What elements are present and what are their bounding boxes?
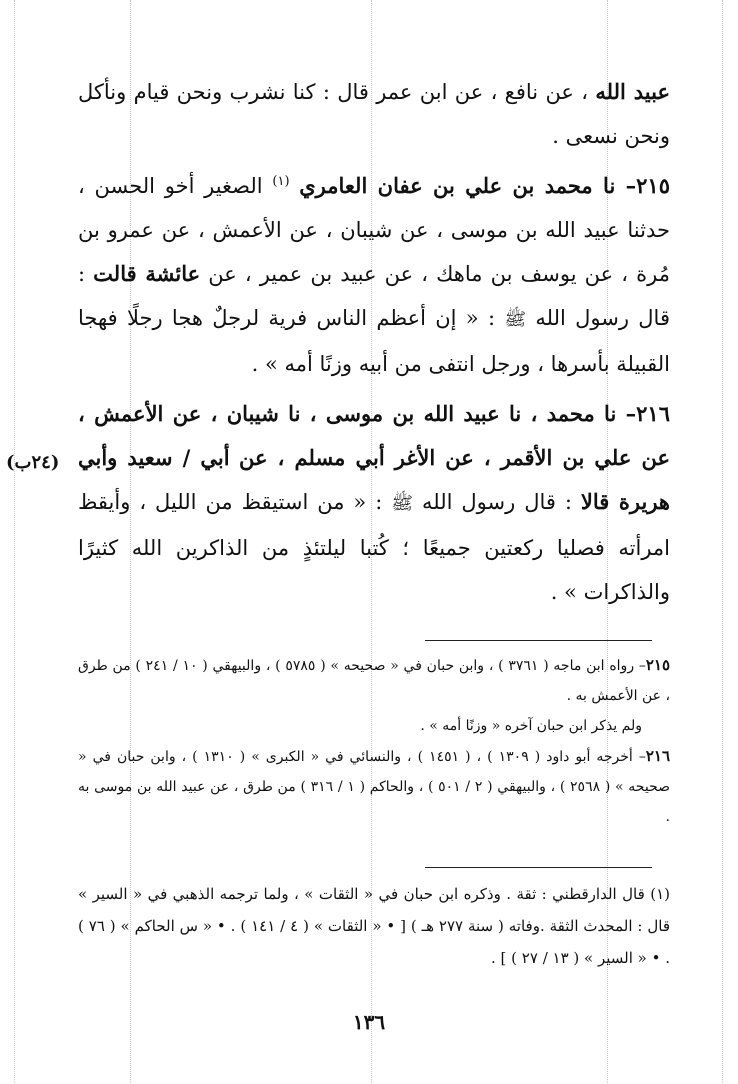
- footnote-1: [78, 878, 670, 974]
- note-215: [78, 650, 670, 711]
- hadith-215: [78, 164, 670, 386]
- narrator-name: عبيد الله: [595, 79, 670, 104]
- hadith-216: [78, 392, 670, 614]
- isnad-text: الصغير أخو الحسن ، حدثنا عبيد الله بن موسى ، عن شيبان ، عن الأعمش ، عن عمرو بن مُرة ، عن يوسف بن ماهك ، عن عبيد بن عمير ، عن: [78, 174, 670, 286]
- narrator-name: عائشة قالت: [93, 261, 201, 286]
- footnote-text: قال الدارقطني : ثقة . وذكره ابن حبان في « الثقات » ، ولما ترجمه الذهبي في « السير » قال : المحدث الثقة .وفاته ( سنة ٢٧٧ هـ ) [ • « الثقات » ( ٤ / ١٤١ ) . • « س الحاكم » ( ٧٦ ) . • « السير » ( ١٣ / ٢٧ ) ] .: [78, 885, 671, 967]
- takhrij-notes: [78, 650, 670, 832]
- note-215-extra: ولم يذكر ابن حبان آخره « وزنًا أمه » .: [420, 718, 642, 734]
- footnotes: [78, 878, 670, 974]
- matn-intro: : قال رسول الله: [422, 490, 572, 514]
- hadith-number: ٢١٦: [636, 401, 670, 426]
- note-number: ٢١٦: [645, 747, 670, 765]
- footnote-ref: (١): [272, 174, 290, 189]
- matn-text: : « من استيقظ من الليل ، وأيقظ امرأته فصليا ركعتين جميعًا ؛ كُتبا ليلتئذٍ من الذاكرين الله كثيرًا والذاكرات » .: [78, 490, 670, 604]
- note-number: ٢١٥: [645, 656, 671, 674]
- hadith-number: ٢١٥: [636, 173, 670, 198]
- note-216: [78, 741, 670, 832]
- paragraph-continuation: [78, 70, 670, 158]
- note-text: – رواه ابن ماجه ( ٣٧٦١ ) ، وابن حبان في « صحيحه » ( ٥٧٨٥ ) ، والبيهقي ( ١٠ / ٢٤١ ) من طرق ، عن الأعمش به .: [78, 658, 670, 704]
- matn-intro: : قال رسول الله: [78, 262, 670, 330]
- isnad-text: – نا محمد ، نا عبيد الله بن موسى ، نا شيبان ، عن الأعمش ، عن علي بن الأقمر ، عن الأغر أبي مسلم ، عن: [78, 401, 670, 470]
- note-text: – أخرجه أبو داود ( ١٣٠٩ ) ، ( ١٤٥١ ) ، والنسائي في « الكبرى » ( ١٣١٠ ) ، وابن حبان في « صحيحه » ( ٢٥٦٨ ) ، والبيهقي ( ٢ / ٥٠١ ) ، والحاكم ( ١ / ٣١٦ ) من طرق ، عن عبيد الله بن موسى به .: [78, 749, 670, 825]
- guide-line: [722, 0, 723, 1084]
- guide-line: [14, 0, 15, 1084]
- narrator-name: أبي / سعيد وأبي هريرة قالا: [78, 445, 670, 514]
- paragraph-text: ، عن نافع ، عن ابن عمر قال : كنا نشرب ونحن قيام ونأكل ونحن نسعى .: [78, 80, 670, 148]
- isnad-text: – نا محمد بن علي بن عفان العامري: [299, 173, 637, 198]
- notes-divider: [425, 640, 652, 641]
- salawat-symbol: ﷺ: [504, 309, 527, 330]
- main-text: [78, 70, 670, 614]
- manuscript-folio-marker: (٢٤ب): [6, 452, 60, 473]
- page-number: ١٣٦: [352, 1010, 386, 1034]
- matn-text: : « إن أعظم الناس فرية لرجلٌ هجا رجلًا فهجا القبيلة بأسرها ، ورجل انتفى من أبيه وزنًا أمه » .: [78, 306, 670, 376]
- footnote-divider: [425, 867, 652, 868]
- salawat-symbol: ﷺ: [391, 493, 414, 514]
- footnote-marker: (١): [650, 885, 670, 903]
